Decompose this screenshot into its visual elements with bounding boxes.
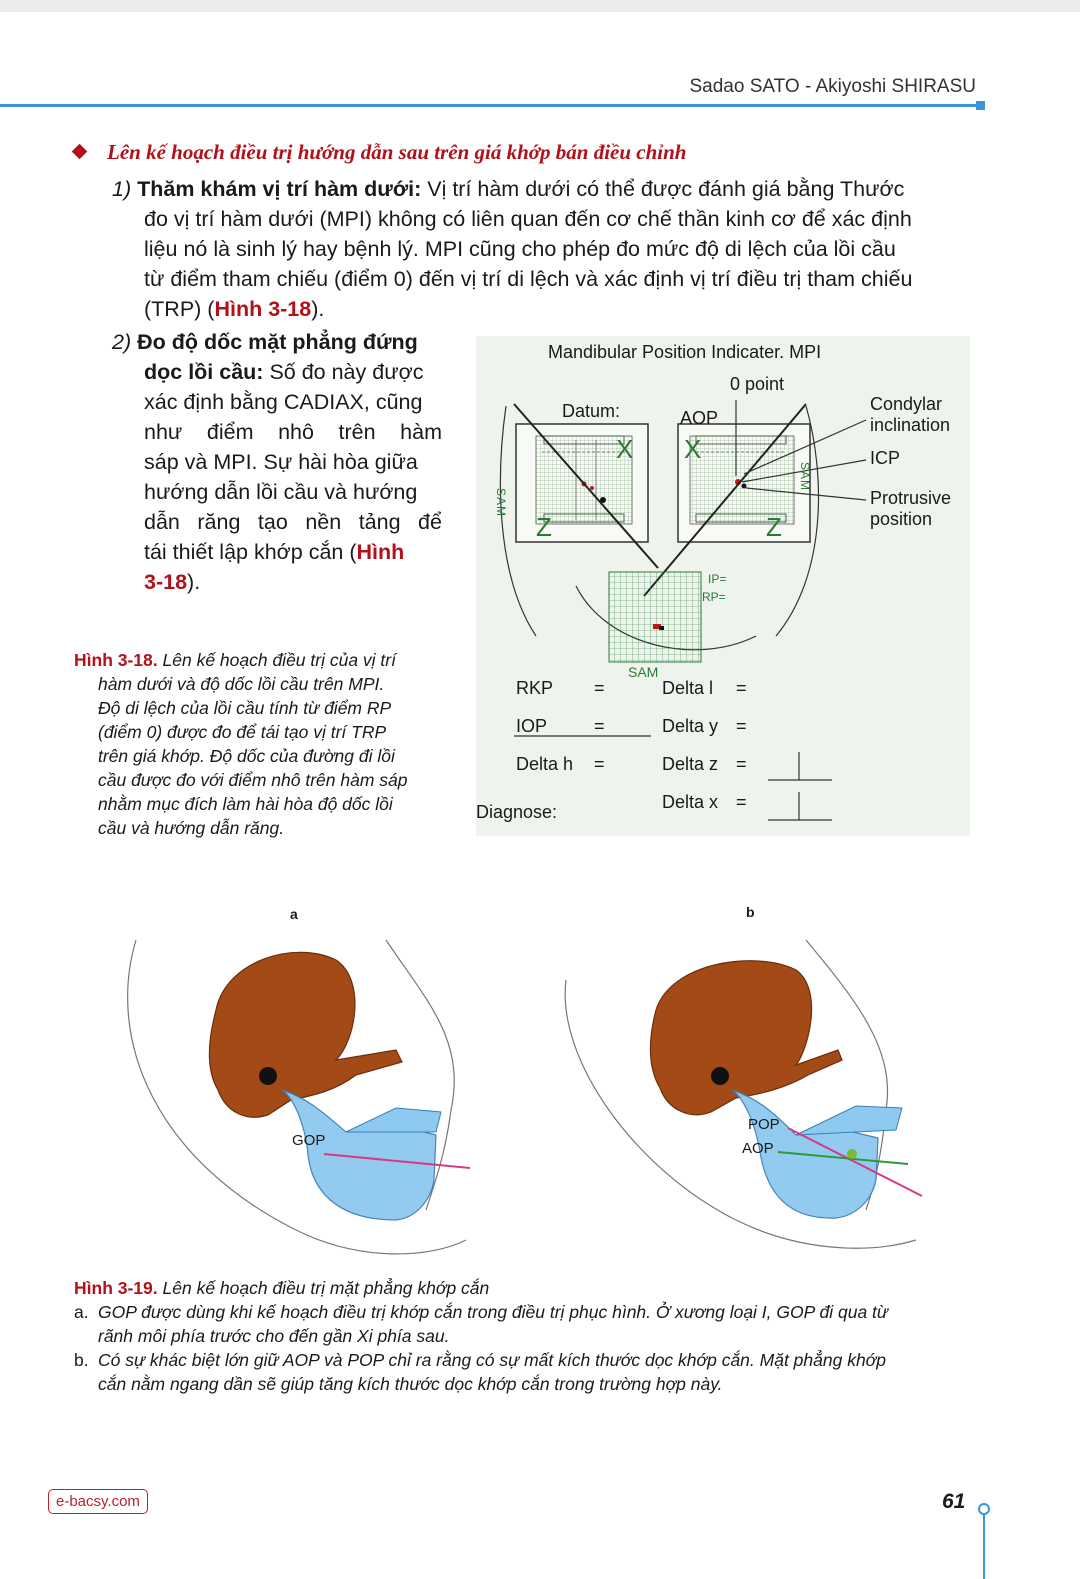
word: điểm — [206, 420, 254, 444]
item-1-line — [112, 294, 972, 324]
x-axis-mark: X — [684, 434, 702, 464]
item-2-line — [112, 537, 442, 567]
equals-sign: = — [736, 678, 747, 698]
word: tạo — [257, 510, 288, 534]
caption-line: cắn nằm ngang dần sẽ giúp tăng kích thước dọc khớp cắn trong trường hợp này. — [98, 1374, 723, 1394]
word: răng — [197, 510, 241, 534]
word: hàm — [400, 420, 442, 444]
diagnose-label: Diagnose: — [476, 802, 558, 822]
caption-line: (điểm 0) được đo để tái tạo vị trí TRP — [98, 722, 387, 742]
page-number: 61 — [942, 1490, 966, 1513]
site-badge[interactable]: e-bacsy.com — [48, 1489, 148, 1514]
equals-sign: = — [736, 716, 747, 736]
rp-label: RP= — [702, 590, 726, 604]
item-1-number: 1) — [112, 177, 132, 201]
figure-3-19-illustration — [96, 900, 976, 1270]
z-axis-mark: Z — [766, 512, 782, 542]
caption-line: rãnh môi phía trước cho đến gần Xi phía sau. — [98, 1326, 450, 1346]
iop-label: IOP — [516, 716, 548, 736]
maxilla-shape — [346, 1108, 441, 1132]
zero-point-label: 0 point — [730, 374, 785, 394]
item-1-text: Vị trí hàm dưới có thể được đánh giá bằng Thước — [421, 177, 905, 201]
marker-dot — [742, 484, 747, 489]
word: nền — [305, 510, 342, 534]
item-2-line — [112, 507, 442, 537]
equals-sign: = — [736, 754, 747, 774]
item-1-text: ). — [311, 297, 325, 321]
diamond-bullet-icon — [72, 144, 88, 160]
panel-b-label: b — [746, 904, 755, 920]
condyle-dot — [259, 1067, 277, 1085]
equals-sign: = — [594, 716, 605, 736]
header-rule-marker — [976, 101, 985, 110]
item-2-line: sáp và MPI. Sự hài hòa giữa — [144, 450, 418, 474]
caption-item-a — [74, 1300, 974, 1324]
page-pin-icon — [978, 1503, 990, 1515]
panel-a-label: a — [290, 906, 298, 922]
section-heading — [74, 140, 687, 165]
item-2-line: xác định bằng CADIAX, cũng — [144, 390, 423, 414]
figure-label: Hình 3-18. — [74, 650, 158, 670]
sam-bottom-label: SAM — [628, 664, 659, 680]
item-1-line — [112, 174, 972, 204]
delta-l-label: Delta l — [662, 678, 714, 698]
header-rule — [0, 104, 984, 107]
caption-text: GOP được dùng khi kế hoạch điều trị khớp cắn trong điều trị phục hình. Ở xương loại I, GOP đi qua từ — [98, 1302, 888, 1322]
item-1-line: từ điểm tham chiếu (điểm 0) đến vị trí di lệch và xác định vị trí điều trị tham chiếu — [144, 267, 913, 291]
figure-3-19-caption — [74, 1276, 974, 1396]
pop-label: POP — [748, 1116, 780, 1133]
label-text: inclination — [870, 415, 951, 435]
item-2-title: dọc lồi cầu: — [144, 360, 264, 384]
figure-reference: Hình — [356, 540, 405, 564]
maxilla-shape — [796, 1106, 902, 1135]
x-axis-mark: X — [616, 434, 634, 464]
caption-line — [74, 648, 446, 672]
item-1-text: (TRP) ( — [144, 297, 215, 321]
label-text: position — [870, 509, 933, 529]
running-header-author: Sadao SATO - Akiyoshi SHIRASU — [689, 76, 976, 97]
aop-label: AOP — [742, 1140, 774, 1157]
item-marker: b. — [74, 1350, 89, 1370]
item-2-text: Số đo này được — [263, 360, 424, 384]
caption-line: Độ di lệch của lồi cầu tính từ điểm RP — [98, 698, 392, 718]
word: dẫn — [144, 510, 180, 534]
caption-text: Có sự khác biệt lớn giữ AOP và POP chỉ ra rằng có sự mất kích thước dọc khớp cắn. Mặt phẳng khớp — [98, 1350, 886, 1370]
delta-h-label: Delta h — [516, 754, 574, 774]
marker-dot — [590, 486, 594, 490]
marker-dot — [659, 626, 664, 630]
item-2-line — [112, 567, 442, 597]
caption-line: cầu được đo với điểm nhô trên hàm sáp — [98, 770, 408, 790]
mpi-title: Mandibular Position Indicater. MPI — [548, 342, 822, 362]
aop-label: AOP — [680, 408, 719, 428]
section-heading-text: Lên kế hoạch điều trị hướng dẫn sau trên giá khớp bán điều chỉnh — [107, 140, 687, 164]
caption-text: Lên kế hoạch điều trị mặt phẳng khớp cắn — [157, 1278, 490, 1298]
caption-line: trên giá khớp. Độ dốc của đường đi lồi — [98, 746, 395, 766]
caption-line: cầu và hướng dẫn răng. — [98, 818, 285, 838]
caption-line: hàm dưới và độ dốc lồi cầu trên MPI. — [98, 674, 385, 694]
item-2-text: tái thiết lập khớp cắn ( — [144, 540, 357, 564]
cranium-shape — [210, 952, 403, 1117]
item-2-line — [112, 357, 442, 387]
bottom-grid — [609, 572, 701, 662]
figure-label: Hình 3-19. — [74, 1278, 158, 1298]
z-axis-mark: Z — [536, 512, 552, 542]
panel-b-skull — [565, 940, 922, 1248]
item-2-line: hướng dẫn lồi cầu và hướng — [144, 480, 418, 504]
skull-drawings — [96, 900, 976, 1270]
condylar-inclination-label — [870, 394, 950, 436]
figure-reference: 3-18 — [144, 570, 188, 594]
equals-sign: = — [594, 678, 605, 698]
item-2-number: 2) — [112, 330, 132, 354]
delta-y-label: Delta y — [662, 716, 719, 736]
caption-text: Lên kế hoạch điều trị của vị trí — [157, 650, 396, 670]
word: nhô — [278, 420, 314, 444]
caption-item-b — [74, 1348, 974, 1372]
item-2-title: Đo độ dốc mặt phẳng đứng — [137, 330, 418, 354]
label-text: Protrusive — [870, 488, 952, 508]
cranium-shape — [650, 961, 842, 1115]
item-2-line — [112, 327, 442, 357]
word: trên — [338, 420, 376, 444]
equals-sign: = — [594, 754, 605, 774]
word: tảng — [358, 510, 401, 534]
equals-sign: = — [736, 792, 747, 812]
item-1-line: liệu nó là sinh lý hay bệnh lý. MPI cũng cho phép đo mức độ di lệch của lồi cầu — [144, 237, 896, 261]
panel-a-skull — [128, 940, 470, 1254]
icp-label: ICP — [870, 448, 901, 468]
top-band — [0, 0, 1080, 12]
word: để — [418, 510, 442, 534]
ip-label: IP= — [708, 572, 727, 586]
rkp-label: RKP — [516, 678, 554, 698]
caption-line: nhằm mục đích làm hài hòa độ dốc lồi — [98, 794, 393, 814]
mpi-diagram — [476, 336, 970, 836]
item-1-title: Thăm khám vị trí hàm dưới: — [137, 177, 422, 201]
sam-side-label: SAM — [798, 462, 812, 492]
item-2-line — [112, 417, 442, 447]
page-pin-line — [983, 1512, 985, 1579]
item-marker: a. — [74, 1302, 89, 1322]
protrusive-position-label — [870, 488, 951, 530]
word: như — [144, 420, 183, 444]
occlusal-point — [847, 1149, 857, 1159]
datum-label: Datum: — [562, 401, 621, 421]
gop-label: GOP — [292, 1132, 326, 1149]
item-1-line: đo vị trí hàm dưới (MPI) không có liên quan đến cơ chế thần kinh cơ để xác định — [144, 207, 912, 231]
condyle-dot — [711, 1067, 729, 1085]
figure-3-18-caption — [74, 648, 446, 840]
item-2-text: ). — [187, 570, 201, 594]
sam-side-label: SAM — [494, 488, 508, 518]
figure-reference: Hình 3-18 — [214, 297, 312, 321]
item-2-paragraph — [112, 327, 442, 597]
label-text: Condylar — [870, 394, 943, 414]
delta-z-label: Delta z — [662, 754, 719, 774]
caption-line — [74, 1276, 974, 1300]
delta-x-label: Delta x — [662, 792, 719, 812]
item-1-paragraph — [112, 174, 972, 324]
